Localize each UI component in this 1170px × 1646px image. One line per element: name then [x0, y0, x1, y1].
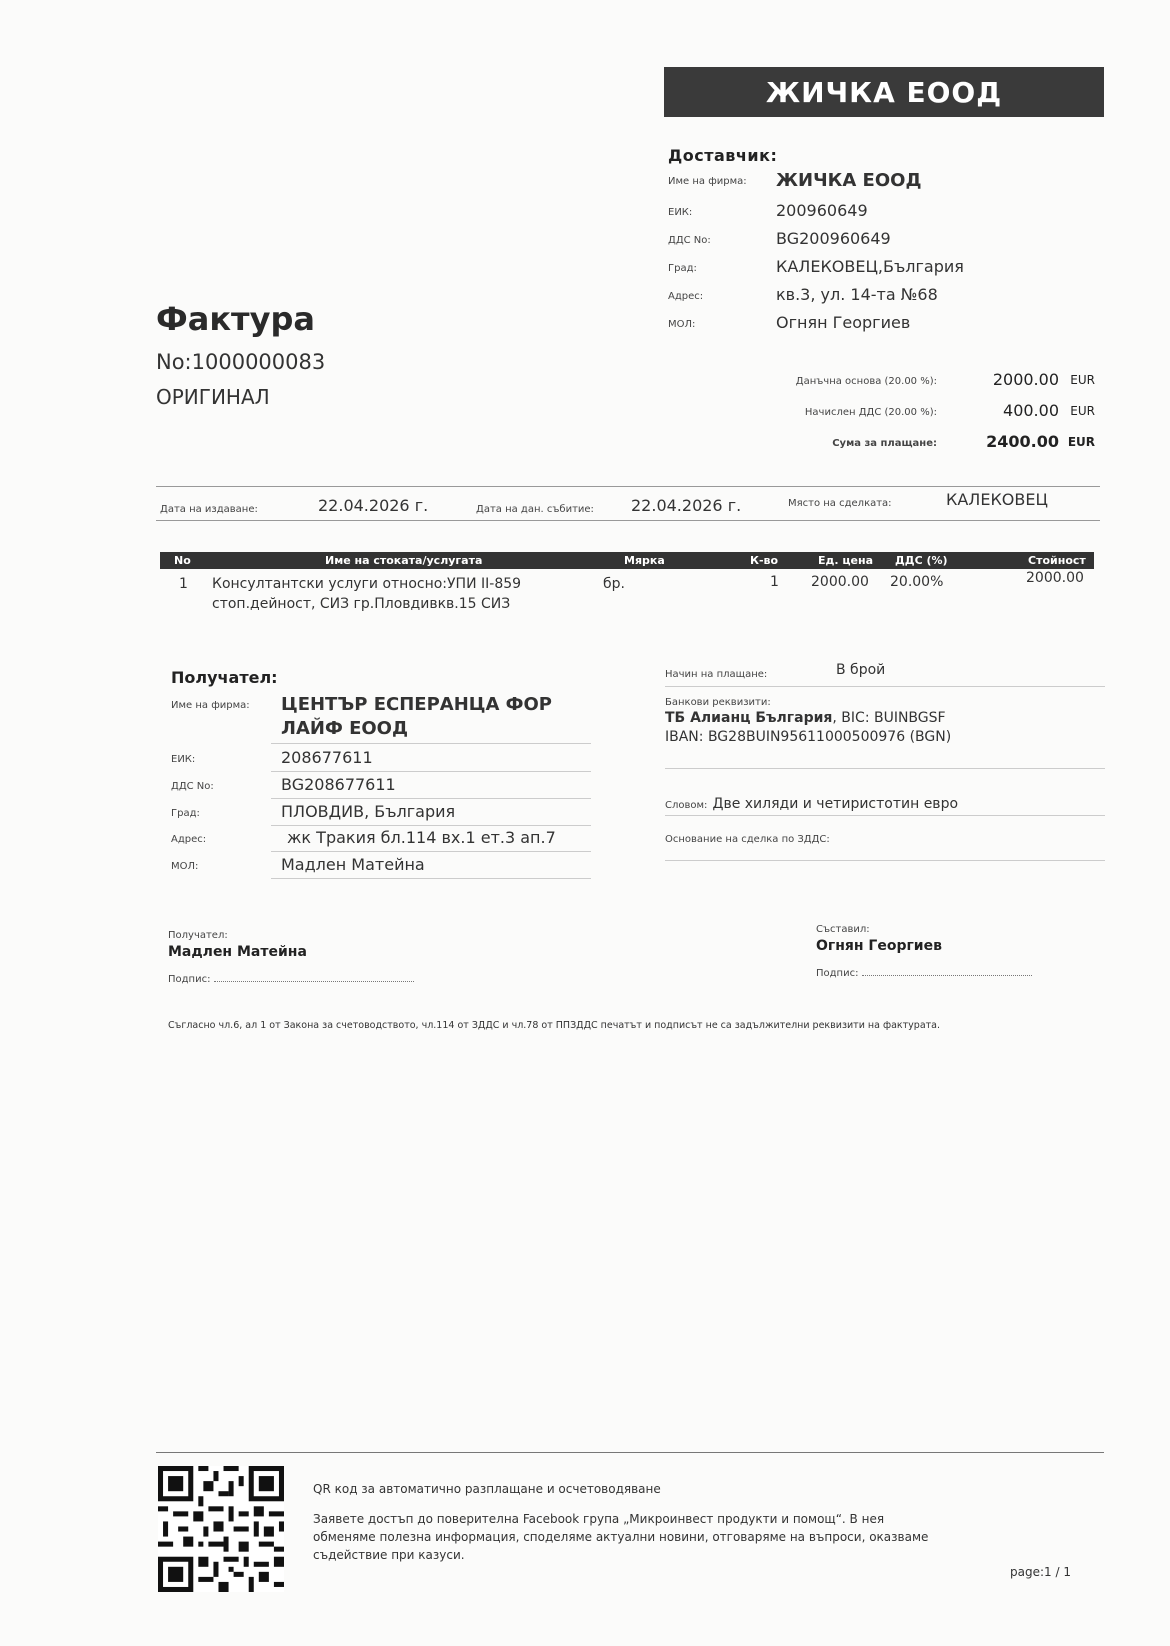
- divider-line: [156, 520, 1100, 521]
- payment-method-label: Начин на плащане:: [665, 669, 768, 680]
- place-value: КАЛЕКОВЕЦ: [946, 490, 1048, 509]
- total-due-label: Сума за плащане:: [832, 438, 937, 449]
- col-header-total: Стойност: [1028, 554, 1086, 567]
- divider-line: [271, 771, 591, 772]
- tax-base-row: [770, 370, 1095, 396]
- supplier-city-value: КАЛЕКОВЕЦ,България: [776, 257, 964, 276]
- supplier-mol-label: МОЛ:: [668, 319, 696, 330]
- supplier-eik-value: 200960649: [776, 201, 868, 220]
- invoice-title: Фактура: [156, 300, 315, 338]
- divider-line: [665, 768, 1105, 769]
- event-date-label: Дата на дан. събитие:: [476, 504, 594, 515]
- recipient-city-row: [171, 802, 591, 828]
- supplier-name-label: Име на фирма:: [668, 176, 747, 187]
- total-due-amount: 2400.00: [986, 432, 1059, 451]
- vat-amount-row: [770, 401, 1095, 427]
- invoice-number: No:1000000083: [156, 350, 326, 374]
- item-qty: 1: [770, 574, 779, 590]
- supplier-city-label: Град:: [668, 263, 697, 274]
- event-date-value: 22.04.2026 г.: [631, 496, 742, 515]
- promo-line: съдействие при казуси.: [313, 1548, 465, 1562]
- recipient-vat-row: [171, 775, 591, 801]
- recipient-vat-label: ДДС No:: [171, 781, 214, 792]
- tax-base-currency: EUR: [1070, 373, 1095, 387]
- item-no: 1: [179, 576, 188, 592]
- footer-divider: [156, 1452, 1104, 1453]
- divider-line: [665, 686, 1105, 687]
- recipient-address-value: жк Тракия бл.114 вх.1 ет.3 ап.7: [287, 828, 556, 847]
- promo-line: Заявете достъп до поверителна Facebook група „Микроинвест продукти и помощ“. В нея: [313, 1512, 885, 1526]
- recipient-eik-row: [171, 748, 591, 774]
- divider-line: [665, 815, 1105, 816]
- supplier-name-row: [668, 170, 1088, 196]
- amount-in-words: [665, 793, 958, 812]
- recipient-name-label: Име на фирма:: [171, 700, 250, 711]
- divider-line: [271, 878, 591, 879]
- recipient-vat-value: BG208677611: [281, 775, 396, 794]
- divider-line: [156, 486, 1100, 487]
- legal-note: Съгласно чл.6, ал 1 от Закона за счетоводството, чл.114 от ЗДДС и чл.78 от ППЗДДС печатът и подписът не са задължителни реквизити на фактурата.: [168, 1020, 941, 1031]
- tax-base-label: Данъчна основа (20.00 %):: [795, 376, 937, 387]
- recipient-eik-value: 208677611: [281, 748, 373, 767]
- receiver-signature-line: [168, 967, 414, 986]
- supplier-eik-label: ЕИК:: [668, 207, 693, 218]
- promo-text: [313, 1510, 928, 1564]
- col-header-unit: Мярка: [624, 554, 665, 567]
- composer-signature-line: [816, 961, 1032, 980]
- bank-name: ТБ Алианц България: [665, 710, 833, 726]
- col-header-qty: К-во: [750, 554, 779, 567]
- recipient-name-line2: ЛАЙФ ЕООД: [281, 718, 408, 739]
- composer-signature-label: Съставил:: [816, 924, 870, 935]
- supplier-vat-label: ДДС No:: [668, 235, 711, 246]
- item-price: 2000.00: [811, 574, 869, 590]
- amount-in-words-label: Словом:: [665, 800, 708, 811]
- recipient-city-label: Град:: [171, 808, 200, 819]
- receiver-sign-label: Подпис:: [168, 974, 211, 985]
- supplier-vat-value: BG200960649: [776, 229, 891, 248]
- bank-details-label: Банкови реквизити:: [665, 697, 771, 708]
- col-header-name: Име на стоката/услугата: [325, 554, 483, 567]
- divider-line: [271, 851, 591, 852]
- vat-amount-currency: EUR: [1070, 404, 1095, 418]
- total-due-row: [770, 432, 1095, 458]
- payment-method-value: В брой: [836, 662, 886, 678]
- supplier-address-label: Адрес:: [668, 291, 704, 302]
- divider-line: [271, 743, 591, 744]
- bank-iban: IBAN: BG28BUIN95611000500976 (BGN): [665, 729, 952, 745]
- col-header-price: Ед. цена: [818, 554, 874, 567]
- receiver-signature-name: Мадлен Матейна: [168, 944, 307, 960]
- supplier-mol-value: Огнян Георгиев: [776, 313, 911, 332]
- item-unit: бр.: [603, 576, 625, 592]
- tax-base-amount: 2000.00: [992, 370, 1059, 389]
- supplier-name-value: ЖИЧКА ЕООД: [776, 170, 922, 191]
- recipient-heading: Получател:: [171, 668, 278, 687]
- bank-bic: , BIC: BUINBGSF: [832, 710, 946, 726]
- item-vat: 20.00%: [890, 574, 944, 590]
- composer-sign-label: Подпис:: [816, 968, 859, 979]
- divider-line: [271, 825, 591, 826]
- signature-dots: [862, 968, 1032, 976]
- payment-qr-code: [158, 1464, 284, 1594]
- divider-line: [271, 798, 591, 799]
- item-name-line2: стоп.дейност, СИЗ гр.Пловдивкв.15 СИЗ: [212, 596, 511, 612]
- recipient-address-label: Адрес:: [171, 834, 207, 845]
- total-due-currency: EUR: [1067, 435, 1095, 449]
- supplier-vat-row: [668, 229, 1088, 255]
- vat-basis-label: Основание на сделка по ЗДДС:: [665, 834, 830, 845]
- recipient-address-row: [171, 828, 591, 854]
- bank-name-line: [665, 710, 946, 726]
- recipient-mol-label: МОЛ:: [171, 861, 199, 872]
- dates-row: [156, 490, 1100, 520]
- vat-amount-label: Начислен ДДС (20.00 %):: [804, 407, 937, 418]
- supplier-city-row: [668, 257, 1088, 283]
- item-name-line1: Консултантски услуги относно:УПИ II-859: [212, 576, 522, 592]
- recipient-mol-row: [171, 855, 591, 881]
- invoice-copy-type: ОРИГИНАЛ: [156, 385, 270, 409]
- divider-line: [665, 860, 1105, 861]
- items-table-header: [160, 552, 1094, 569]
- supplier-heading: Доставчик:: [668, 146, 778, 165]
- supplier-eik-row: [668, 201, 1088, 227]
- amount-in-words-value: Две хиляди и четиристотин евро: [712, 796, 959, 812]
- signature-dots: [214, 974, 414, 982]
- recipient-name-row: [171, 694, 591, 746]
- item-total: 2000.00: [1026, 570, 1084, 586]
- supplier-address-row: [668, 285, 1088, 311]
- supplier-mol-row: [668, 313, 1088, 339]
- company-brand-banner: ЖИЧКА ЕООД: [664, 67, 1104, 117]
- recipient-eik-label: ЕИК:: [171, 754, 196, 765]
- recipient-mol-value: Мадлен Матейна: [281, 855, 425, 874]
- col-header-no: No: [174, 554, 191, 567]
- col-header-vat: ДДС (%): [895, 554, 948, 567]
- promo-line: обменяме полезна информация, споделяме актуални новини, отговаряме на въпроси, оказваме: [313, 1530, 929, 1544]
- supplier-address-value: кв.3, ул. 14-та №68: [776, 285, 938, 304]
- issue-date-value: 22.04.2026 г.: [318, 496, 429, 515]
- vat-amount-value: 400.00: [1003, 401, 1059, 420]
- recipient-city-value: ПЛОВДИВ, България: [281, 802, 456, 821]
- place-label: Място на сделката:: [788, 498, 892, 509]
- recipient-name-line1: ЦЕНТЪР ЕСПЕРАНЦА ФОР: [281, 694, 553, 715]
- page-number: page:1 / 1: [1010, 1565, 1071, 1579]
- composer-signature-name: Огнян Георгиев: [816, 938, 942, 954]
- issue-date-label: Дата на издаване:: [160, 504, 258, 515]
- receiver-signature-label: Получател:: [168, 930, 228, 941]
- qr-caption: QR код за автоматично разплащане и осчетоводяване: [313, 1482, 661, 1496]
